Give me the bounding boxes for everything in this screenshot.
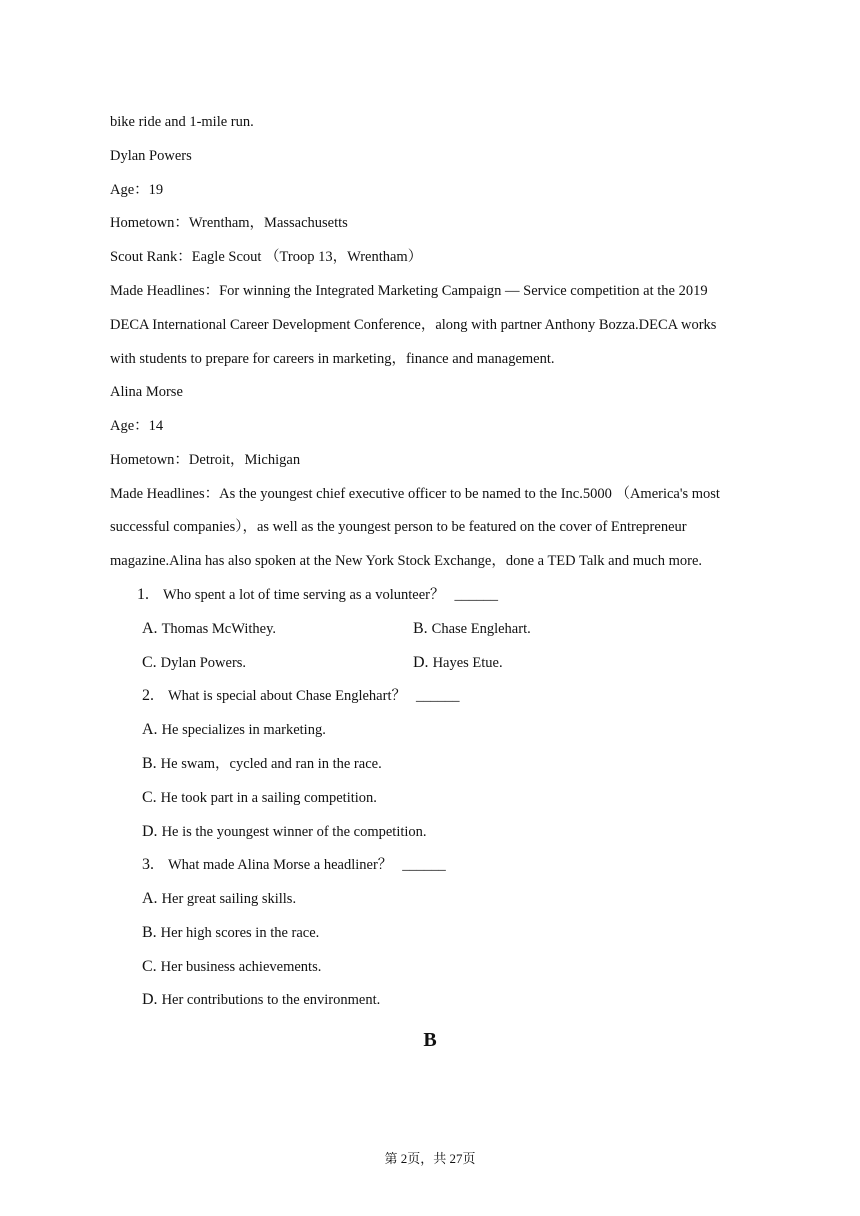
option-c[interactable] [142, 653, 246, 673]
answer-blank[interactable]: ______ [402, 857, 446, 873]
option-text: He is the youngest winner of the competition. [161, 824, 427, 840]
question-number: 1. [137, 586, 149, 603]
option-letter: C. [142, 789, 157, 806]
person-age: Age：14 [110, 418, 164, 434]
option-letter: B. [142, 755, 157, 772]
question-number: 2. [142, 687, 154, 704]
option-d[interactable] [413, 653, 503, 673]
option-text: He specializes in marketing. [161, 722, 326, 738]
option-letter: D. [142, 823, 158, 840]
option-b[interactable] [413, 619, 531, 639]
option-a[interactable] [142, 619, 276, 639]
option-c[interactable] [142, 788, 377, 808]
option-text: Hayes Etue. [432, 655, 503, 671]
option-b[interactable] [142, 754, 382, 774]
question [137, 585, 498, 605]
option-letter: D. [142, 991, 158, 1008]
person-headline: with students to prepare for careers in marketing，finance and management. [110, 351, 555, 367]
option-c[interactable] [142, 957, 321, 977]
option-text: Her business achievements. [160, 959, 322, 975]
person-headline: DECA International Career Development Conference，along with partner Anthony Bozza.DECA works [110, 317, 717, 333]
option-d[interactable] [142, 990, 380, 1010]
person-headline: Made Headlines：For winning the Integrated Marketing Campaign — Service competition at the 2019 [110, 283, 708, 299]
question [142, 686, 459, 706]
person-scout-rank: Scout Rank：Eagle Scout （Troop 13，Wrentham） [110, 249, 423, 265]
option-a[interactable] [142, 720, 326, 740]
option-text: He swam，cycled and ran in the race. [160, 756, 382, 772]
person-headline: successful companies），as well as the youngest person to be featured on the cover of Entrepreneur [110, 519, 687, 535]
question [142, 855, 446, 875]
page-footer: 第 2页，共 27页 [384, 1151, 476, 1166]
person-headline: magazine.Alina has also spoken at the New York Stock Exchange，done a TED Talk and much more. [110, 553, 703, 569]
option-letter: B. [142, 924, 157, 941]
option-text: Dylan Powers. [160, 655, 247, 671]
option-letter: C. [142, 958, 157, 975]
option-text: Her contributions to the environment. [161, 992, 381, 1008]
person-name: Dylan Powers [110, 148, 192, 164]
option-text: Her great sailing skills. [161, 891, 297, 907]
person-age: Age：19 [110, 182, 164, 198]
option-text: Her high scores in the race. [160, 925, 320, 941]
option-letter: A. [142, 721, 158, 738]
person-hometown: Hometown：Wrentham，Massachusetts [110, 215, 348, 231]
option-letter: A. [142, 620, 158, 637]
question-text: Who spent a lot of time serving as a volunteer？ [163, 587, 445, 603]
question-number: 3. [142, 856, 154, 873]
section-heading: B [423, 1029, 437, 1051]
option-letter: B. [413, 620, 428, 637]
person-headline: Made Headlines：As the youngest chief executive officer to be named to the Inc.5000 （America's most [110, 486, 720, 502]
option-text: Chase Englehart. [431, 621, 531, 637]
option-a[interactable] [142, 889, 296, 909]
answer-blank[interactable]: ______ [415, 688, 460, 704]
option-b[interactable] [142, 923, 319, 943]
person-hometown: Hometown：Detroit，Michigan [110, 452, 301, 468]
option-text: Thomas McWithey. [161, 621, 277, 637]
option-letter: C. [142, 654, 157, 671]
question-text: What made Alina Morse a headliner？ [168, 857, 393, 873]
option-text: He took part in a sailing competition. [160, 790, 377, 806]
option-d[interactable] [142, 822, 427, 842]
option-letter: D. [413, 654, 429, 671]
answer-blank[interactable]: ______ [454, 587, 498, 603]
person-name: Alina Morse [110, 384, 183, 400]
option-letter: A. [142, 890, 158, 907]
question-text: What is special about Chase Englehart？ [168, 688, 406, 704]
passage-line: bike ride and 1-mile run. [110, 114, 254, 130]
